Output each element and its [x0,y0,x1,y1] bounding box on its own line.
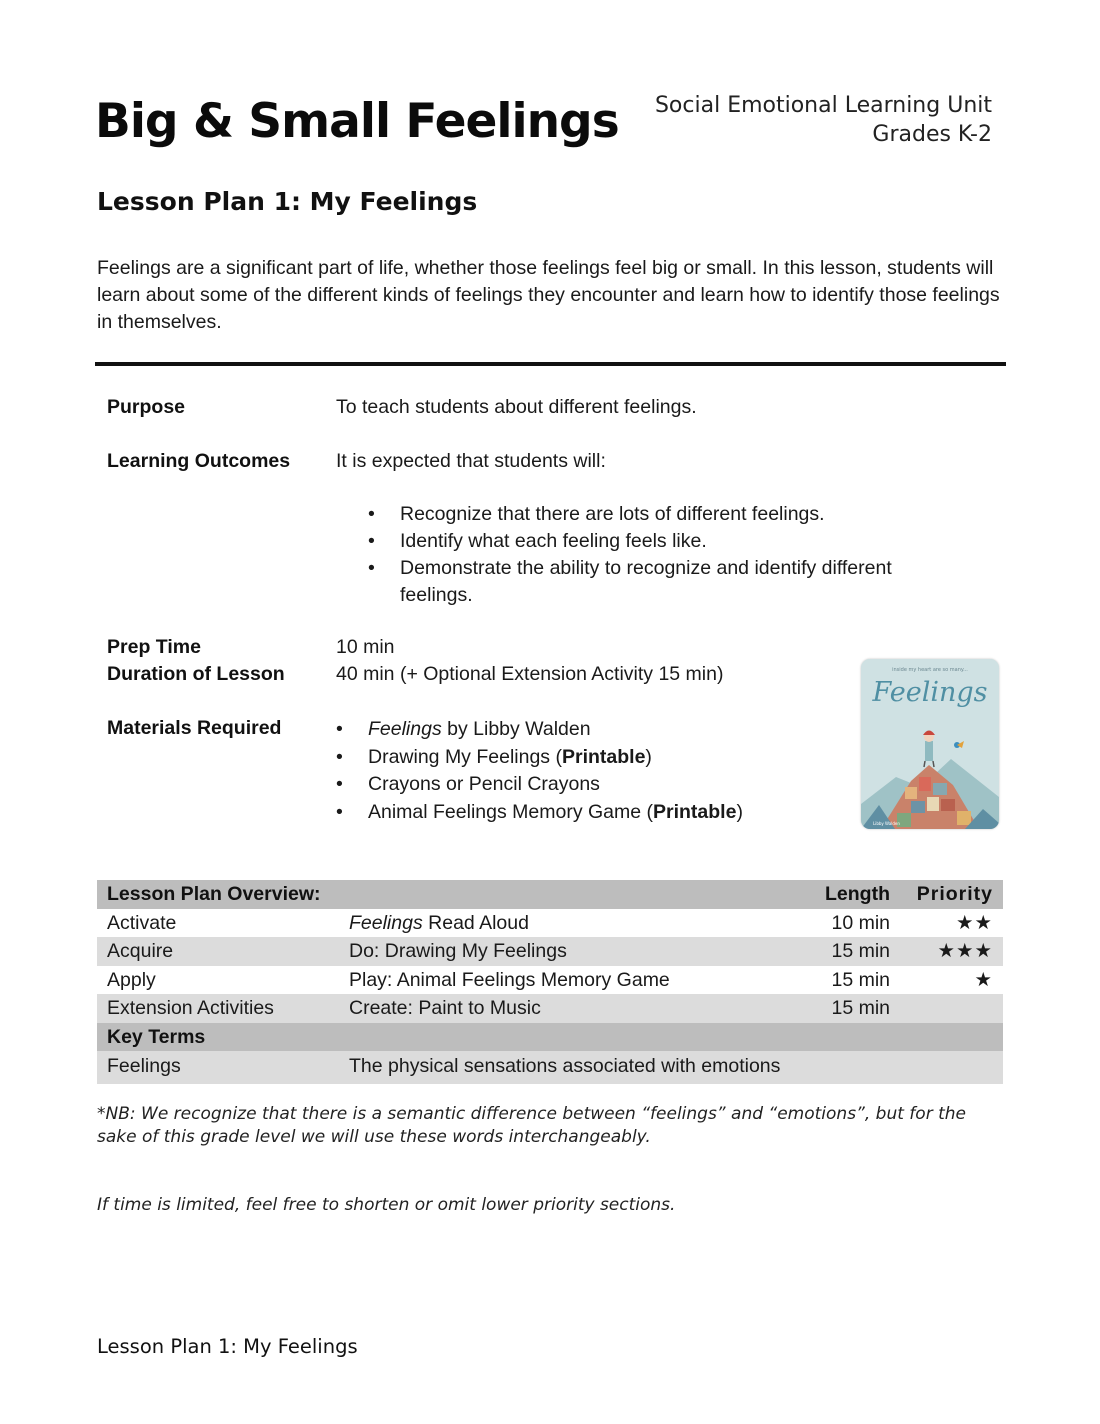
table-row [97,966,1003,995]
grade-level: Grades K-2 [872,122,992,147]
table-row [97,994,1003,1023]
length-header: Length [825,883,890,905]
phase-cell: Apply [107,968,156,991]
book-cover-illustration [861,659,999,829]
activity-cell: Play: Animal Feelings Memory Game [349,968,670,991]
definition-cell: The physical sensations associated with emotions [349,1055,781,1077]
nb-note: *NB: We recognize that there is a semantic difference between “feelings” and “emotions”, but for the sake of this grade level we will use these words interchangeably. [97,1104,966,1147]
materials-label: Materials Required [107,717,282,739]
activity-cell: Create: Paint to Music [349,997,541,1019]
outcome-item: • Demonstrate the ability to recognize and identify different feelings. [368,557,892,606]
length-cell: 15 min [831,968,890,991]
activity-cell: Feelings Read Aloud [349,911,529,934]
book-tagline: inside my heart are so many... [892,667,968,673]
time-note: If time is limited, feel free to shorten or omit lower priority sections. [97,1195,676,1215]
outcome-item: • Identify what each feeling feels like. [368,530,707,552]
phase-cell: Acquire [107,940,174,962]
prep-time-label: Prep Time [107,636,201,658]
priority-stars: ★★ [956,911,993,934]
prep-time-value: 10 min [336,636,395,658]
purpose-label: Purpose [107,396,186,418]
purpose-value: To teach students about different feelings. [336,396,697,418]
page-footer: Lesson Plan 1: My Feelings [97,1335,358,1358]
material-item: • Feelings by Libby Walden [336,718,591,740]
term-cell: Feelings [107,1055,181,1077]
phase-cell: Activate [107,911,177,934]
lesson-overview-table [97,880,1003,1084]
length-cell: 15 min [831,940,890,962]
svg-text:Libby Walden: Libby Walden [873,821,900,826]
table-row [97,909,1003,938]
table-header-row [97,880,1003,909]
key-terms-header: Key Terms [107,1025,206,1048]
duration-value: 40 min (+ Optional Extension Activity 15 min) [336,663,724,685]
materials-list [336,716,836,826]
unit-name: Social Emotional Learning Unit [654,93,992,118]
intro-paragraph: Feelings are a significant part of life, whether those feelings feel big or small. In this lesson, students will learn about some of the different kinds of feelings they encounter and learn how to identify those feelings in themselves. [97,257,1000,333]
unit-info [655,91,992,149]
material-item: • Animal Feelings Memory Game (Printable) [336,800,743,823]
length-cell: 10 min [831,911,890,934]
key-terms-header-row [97,1023,1003,1052]
lesson-heading: Lesson Plan 1: My Feelings [97,187,478,216]
book-title: Feelings [872,677,988,708]
length-cell: 15 min [831,997,890,1019]
material-item: • Drawing My Feelings (Printable) [336,745,652,768]
material-item: • Crayons or Pencil Crayons [336,773,600,795]
priority-header: Priority [916,883,993,905]
phase-cell: Extension Activities [107,997,274,1019]
overview-header: Lesson Plan Overview: [107,883,321,905]
table-row [97,937,1003,966]
document-title: Big & Small Feelings [95,94,619,149]
book-cover-image [861,659,999,829]
priority-stars: ★ [974,968,993,991]
section-divider [95,362,1006,366]
outcomes-list [336,501,956,609]
duration-label: Duration of Lesson [107,663,285,685]
outcomes-label: Learning Outcomes [107,450,291,472]
outcomes-intro: It is expected that students will: [336,450,606,472]
priority-stars: ★★★ [937,940,993,962]
term-row [97,1051,1003,1084]
activity-cell: Do: Drawing My Feelings [349,940,567,962]
outcome-item: • Recognize that there are lots of different feelings. [368,503,825,525]
